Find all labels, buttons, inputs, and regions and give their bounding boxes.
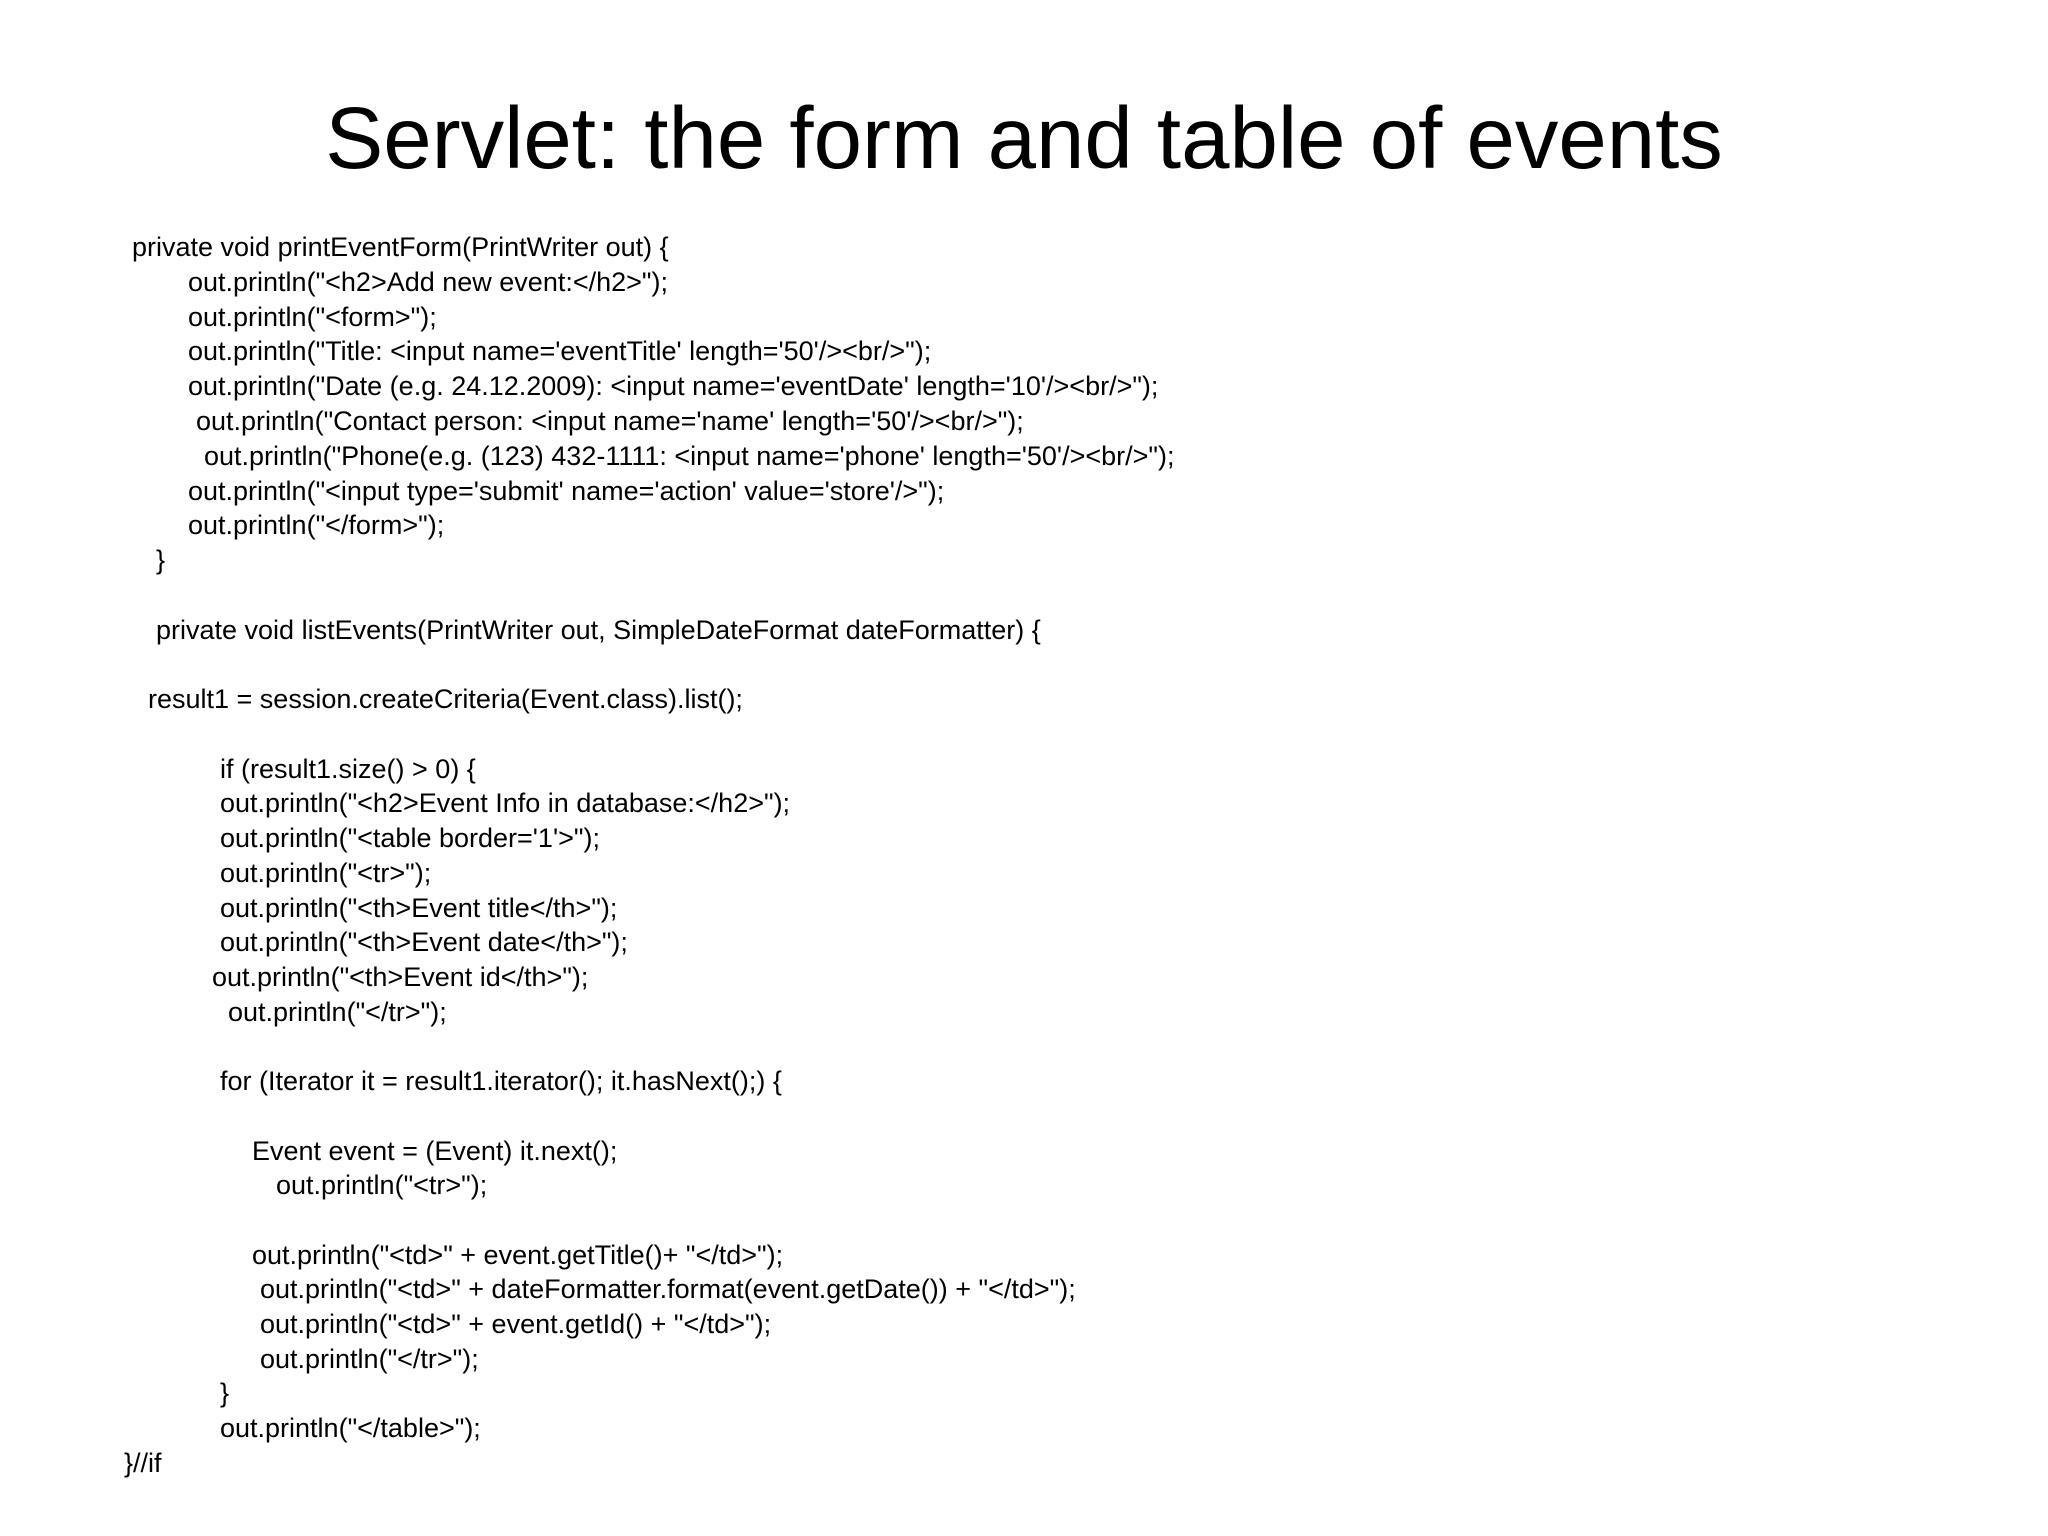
code-line: out.println("<td>" + dateFormatter.format(event.getDate()) + "</td>");	[260, 1274, 1076, 1304]
code-line: private void listEvents(PrintWriter out, SimpleDateFormat dateFormatter) {	[156, 615, 1041, 645]
code-line: }	[156, 545, 166, 575]
code-line: out.println("<td>" + event.getId() + "</td>");	[260, 1309, 772, 1339]
code-line: out.println("Phone(e.g. (123) 432-1111: <input name='phone' length='50'/><br/>");	[204, 441, 1175, 471]
code-line: out.println("<th>Event date</th>");	[220, 927, 628, 957]
code-line: out.println("<th>Event title</th>");	[220, 893, 618, 923]
code-line: out.println("Title: <input name='eventTitle' length='50'/><br/>");	[188, 336, 932, 366]
code-line: out.println("</form>");	[188, 510, 445, 540]
code-line: out.println("<tr>");	[220, 858, 432, 888]
code-line: out.println("<input type='submit' name='action' value='store'/>");	[188, 476, 945, 506]
code-line: out.println("</tr>");	[260, 1344, 479, 1374]
code-line: Event event = (Event) it.next();	[252, 1136, 618, 1166]
code-line: out.println("</tr>");	[228, 997, 447, 1027]
code-line: out.println("Contact person: <input name='name' length='50'/><br/>");	[196, 406, 1024, 436]
code-line: out.println("<h2>Add new event:</h2>");	[188, 267, 668, 297]
code-line: out.println("<table border='1'>");	[220, 823, 600, 853]
code-line: private void printEventForm(PrintWriter out) {	[132, 232, 669, 262]
code-line: out.println("<tr>");	[276, 1170, 488, 1200]
code-line: result1 = session.createCriteria(Event.class).list();	[148, 684, 743, 714]
code-line: out.println("<th>Event id</th>");	[212, 962, 589, 992]
code-line: out.println("Date (e.g. 24.12.2009): <input name='eventDate' length='10'/><br/>");	[188, 371, 1159, 401]
code-line: out.println("<form>");	[188, 302, 437, 332]
code-line: if (result1.size() > 0) {	[220, 754, 476, 784]
slide-title: Servlet: the form and table of events	[325, 90, 1723, 187]
code-line: }	[220, 1378, 230, 1408]
code-line: out.println("</table>");	[220, 1413, 481, 1443]
code-line: for (Iterator it = result1.iterator(); it.hasNext();) {	[220, 1066, 782, 1096]
code-line: out.println("<td>" + event.getTitle()+ "</td>");	[252, 1240, 784, 1270]
code-line: out.println("<h2>Event Info in database:</h2>");	[220, 788, 791, 818]
code-line: }//if	[124, 1448, 162, 1478]
